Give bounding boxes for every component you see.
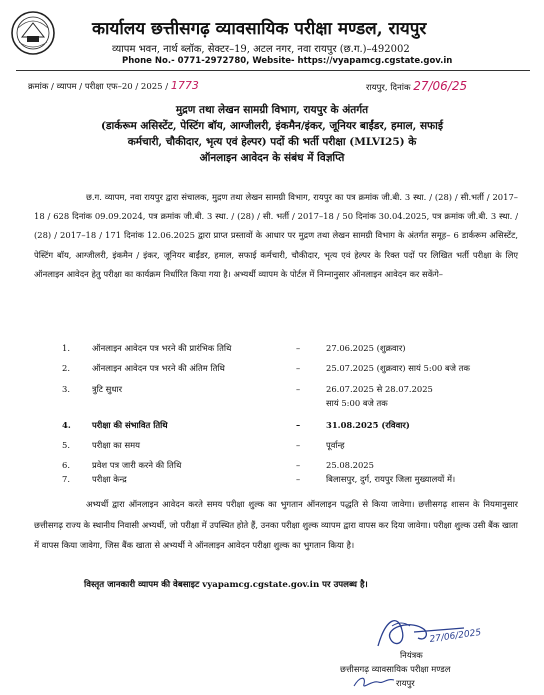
schedule-label: परीक्षा केन्द्र [92, 474, 127, 484]
schedule-label: परीक्षा का समय [92, 440, 140, 450]
intro-line-7: के पोर्टल में निम्नानुसार ऑनलाइन आवेदन कर सकेंगे– [280, 268, 443, 279]
subject-line-4: ऑनलाइन आवेदन के संबंध में विज्ञप्ति [199, 152, 345, 164]
intro-line-4: द्वारा प्राप्त प्रस्तावों के आधार पर मुद्रण तथा लेखन सामग्री विभाग के अंतर्गत समूह– 6 डार्करूम असिस्टेंट, पेस्टिंग [34, 230, 518, 260]
reference-date-handwritten: 27/06/25 [413, 79, 468, 93]
office-address: व्यापम भवन, नार्थ ब्लॉक, सेक्टर–19, अटल नगर, नवा रायपुर (छ.ग.)–492002 [112, 44, 410, 55]
schedule-value: 27.06.2025 (शुक्रवार) [326, 343, 406, 353]
schedule-label: परीक्षा की संभावित तिथि [92, 420, 168, 430]
schedule-value: 26.07.2025 से 28.07.2025 [326, 384, 433, 394]
reference-number-printed: क्रमांक / व्यापम / परीक्षा एफ–20 / 2025 / [28, 82, 169, 92]
schedule-value-continued: सायं 5:00 बजे तक [326, 398, 388, 408]
fee-line-3: उनका परीक्षा शुल्क व्यापम द्वारा वापस कर दिया जावेगा। परीक्षा शुल्क उसी बैंक खाता में वापस किया जावेगा, [34, 519, 518, 550]
schedule-label: प्रवेश पत्र जारी करने की तिथि [92, 460, 182, 470]
intro-line-3: भर्ती / 2017–18 / 50 दिनांक 30.04.2025, पत्र क्रमांक जी.बी. 3 स्था. / (28) / 2017–18 / 171 दिनांक 12.06.2025 [34, 211, 519, 241]
intro-line-5: बॉय, आग्जीलरी, इंकमैन / इंकर, जूनियर बाईंडर, हमाल, सफाई कर्मचारी, चौकीदार, भृत्य एवं हेल्पर के रिक्त पदों [57, 249, 415, 260]
signatory-designation: नियंत्रक [400, 650, 423, 660]
schedule-value: 25.08.2025 [326, 460, 374, 470]
schedule-num: 2. [62, 363, 70, 373]
signature-image [368, 608, 508, 656]
schedule-num: 6. [62, 460, 70, 470]
fee-line-2: छत्तीसगढ़ शासन के नियमानुसार छत्तीसगढ़ राज्य के स्थानीय निवासी अभ्यर्थी, जो परीक्षा में उपस्थित होते हैं, [34, 499, 518, 530]
schedule-value: बिलासपुर, दुर्ग, रायपुर जिला मुख्यालयों में। [326, 474, 456, 484]
schedule-num: 5. [62, 440, 70, 450]
intro-line-2: स्था. / (28) / सी.भर्ती / 2017–18 / 628 दिनांक 09.09.2024, पत्र क्रमांक जी.बी. 3 स्था. / (28) / सी. [34, 192, 518, 222]
schedule-num: 1. [62, 343, 70, 353]
schedule-label: ऑनलाइन आवेदन पत्र भरने की प्रारंभिक तिथि [92, 343, 232, 353]
contact-line: Phone No.- 0771-2972780, Website- https://vyapamcg.cgstate.gov.in [122, 56, 453, 66]
schedule-value: 31.08.2025 (रविवार) [326, 420, 410, 430]
schedule-label: ऑनलाइन आवेदन पत्र भरने की अंतिम तिथि [92, 363, 225, 373]
fee-paragraph [34, 494, 518, 556]
subject-line-2: (डार्करूम असिस्टेंट, पेस्टिंग बॉय, आग्जीलरी, इंकमैन/इंकर, जूनियर बाईंडर, हमाल, सफाई [100, 120, 444, 132]
signatory-office: छत्तीसगढ़ व्यावसायिक परीक्षा मण्डल [340, 664, 451, 674]
schedule-dash: – [296, 384, 301, 394]
schedule-label: त्रुटि सुधार [92, 384, 123, 394]
intro-line-6: पर लिखित भर्ती परीक्षा के लिए ऑनलाइन आवेदन हेतु परीक्षा का कार्यक्रम निर्धारित किया गया है। अभ्यर्थी व्यापम [34, 249, 518, 279]
schedule-value: 25.07.2025 (शुक्रवार) सायं 5:00 बजे तक [326, 363, 470, 373]
subject-line-3: कर्मचारी, चौकीदार, भृत्य एवं हेल्पर) पदों की भर्ती परीक्षा (MLVI25) के [127, 136, 417, 148]
signature-date: 27/06/2025 [429, 627, 482, 645]
website-info: विस्तृत जानकारी व्यापम की वेबसाइट vyapamcg.cgstate.gov.in पर उपलब्ध है। [84, 580, 368, 590]
schedule-value: पूर्वान्ह [326, 440, 345, 450]
initials-mark [350, 672, 398, 692]
subject-line-1: मुद्रण तथा लेखन सामग्री विभाग, रायपुर के अंतर्गत [175, 104, 369, 116]
signatory-city: रायपुर [396, 678, 415, 688]
intro-line-1: छ.ग. व्यापम, नवा रायपुर द्वारा संचालक, मुद्रण तथा लेखन सामग्री विभाग, रायपुर का पत्र क्रमांक जी.बी. 3 [86, 192, 411, 202]
schedule-dash: – [296, 420, 301, 430]
schedule-num: 7. [62, 474, 70, 484]
reference-date-printed: रायपुर, दिनांक [366, 83, 411, 93]
schedule-dash: – [296, 460, 301, 470]
schedule-num: 4. [62, 420, 71, 430]
schedule-num: 3. [62, 384, 70, 394]
fee-line-1: अभ्यर्थी द्वारा ऑनलाइन आवेदन करते समय परीक्षा शुल्क का भुगतान ऑनलाइन पद्धति से किया जावेगा। [86, 499, 415, 509]
schedule-dash: – [296, 363, 301, 373]
fee-line-4: जिस बैंक खाता से अभ्यर्थी ने ऑनलाइन आवेदन परीक्षा शुल्क का भुगतान किया है। [105, 540, 355, 550]
schedule-dash: – [296, 440, 301, 450]
office-title: कार्यालय छत्तीसगढ़ व्यावसायिक परीक्षा मण्डल, रायपुर [92, 19, 427, 39]
schedule-dash: – [296, 343, 301, 353]
schedule-dash: – [296, 474, 301, 484]
reference-number-handwritten: 1773 [170, 79, 199, 92]
